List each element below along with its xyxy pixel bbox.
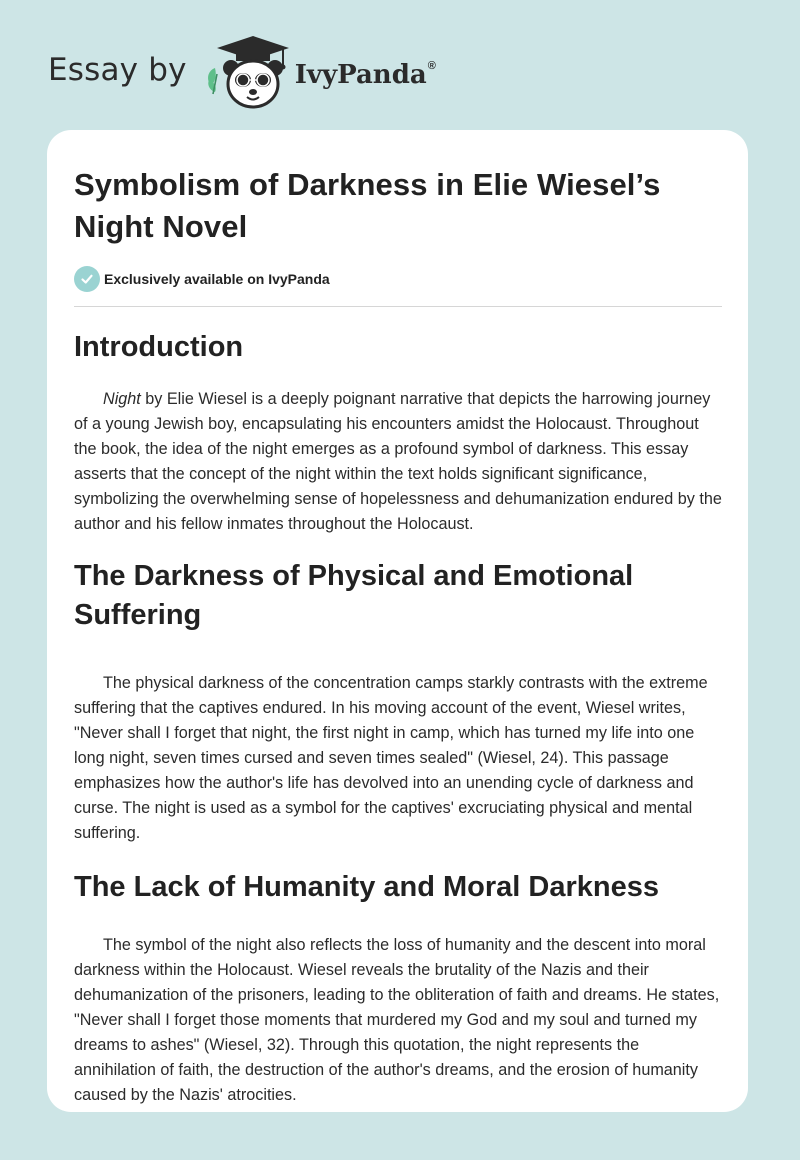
brand-name: IvyPanda® (294, 60, 436, 90)
exclusive-badge (74, 266, 722, 292)
section-paragraph-introduction: Night by Elie Wiesel is a deeply poignant narrative that depicts the harrowing journey of a young Jewish boy, encapsulating his encounters amidst the Holocaust. Throughout the book, the idea of the night emerges as a profound symbol of darkness. This essay asserts that the concept of the night within the text holds significant significance, symbolizing the overwhelming sense of hopelessness and dehumanization endured by the author and his fellow inmates throughout the Holocaust. (74, 390, 722, 533)
panda-graduate-icon (203, 34, 293, 110)
book-title: Night (103, 390, 141, 408)
section-paragraph-moral-darkness: The symbol of the night also reflects the loss of humanity and the descent into moral darkness within the Holocaust. Wiesel reveals the brutality of the Nazis and their dehumanization of the prisoners, leading to the obliteration of faith and dreams. He states, "Never shall I forget those moments that murdered my God and my soul and turned my dreams to ashes" (Wiesel, 32). Through this quotation, the night represents the annihilation of faith, the destruction of the author's dreams, and the erosion of humanity caused by the Nazis' atrocities. (74, 936, 720, 1104)
brand-prefix: Essay by (48, 52, 187, 88)
divider (74, 306, 722, 307)
section-heading-moral-darkness: The Lack of Humanity and Moral Darkness (74, 871, 659, 903)
check-circle-icon (74, 266, 100, 292)
brand-header (48, 34, 436, 110)
essay-title: Symbolism of Darkness in Elie Wiesel’s Night Novel (74, 167, 661, 244)
section-heading-introduction: Introduction (74, 331, 244, 363)
registered-mark: ® (427, 60, 436, 73)
section-paragraph-suffering: The physical darkness of the concentration camps starkly contrasts with the extreme suffering that the captives endured. In his moving account of the event, Wiesel writes, "Never shall I forget that night, the first night in camp, which has turned my life into one long night, seven times cursed and seven times sealed" (Wiesel, 24). This passage emphasizes how the author's life has devolved into an unending cycle of darkness and curse. The night is used as a symbol for the captives' excruciating physical and mental suffering. (74, 674, 708, 842)
essay-content (74, 130, 722, 1108)
section-heading-suffering: The Darkness of Physical and Emotional Suffering (74, 560, 634, 631)
essay-card (47, 130, 748, 1112)
exclusive-label: Exclusively available on IvyPanda (104, 271, 330, 287)
